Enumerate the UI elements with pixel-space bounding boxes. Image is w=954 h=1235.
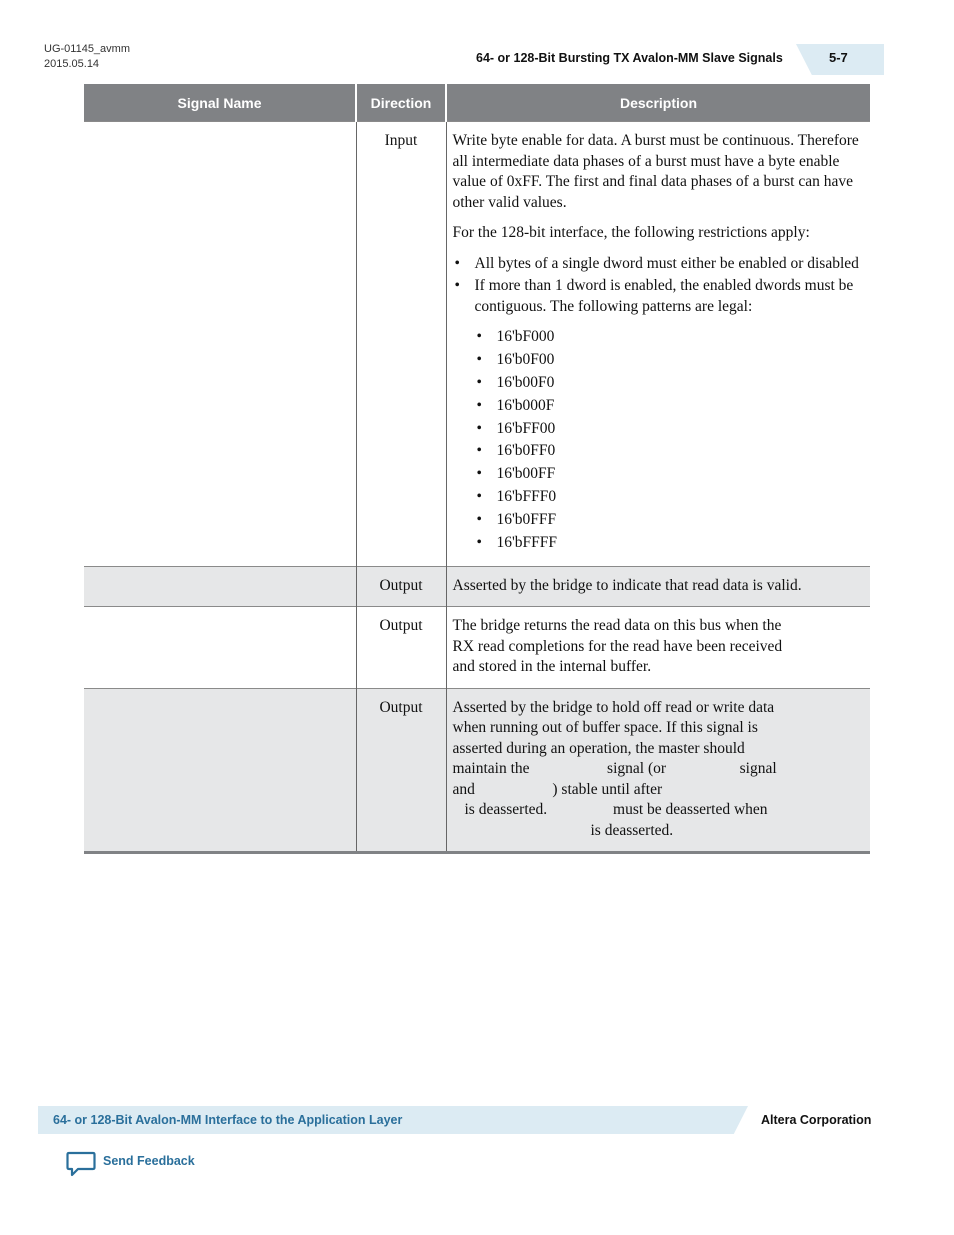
table-row [84, 122, 870, 567]
pattern-item: • 16'bFF00 [497, 419, 865, 440]
description-line: is deasserted. must be deasserted when [464, 801, 768, 819]
list-item: • All bytes of a single dword must either be enabled or disabled [475, 254, 865, 275]
speech-bubble-icon[interactable] [66, 1151, 96, 1177]
table-header-row [84, 84, 870, 122]
direction-cell: Output [356, 688, 446, 853]
column-header-signal-name: Signal Name [84, 84, 356, 122]
section-title: 64- or 128-Bit Bursting TX Avalon-MM Slave Signals [476, 51, 783, 65]
description-cell [446, 122, 870, 567]
list-item-text: If more than 1 dword is enabled, the enabled dwords must be contiguous. The following patterns are legal: [474, 277, 854, 315]
signal-name-cell [84, 566, 356, 607]
footer-company: Altera Corporation [761, 1113, 872, 1127]
pattern-item: • 16'b0FF0 [497, 441, 865, 462]
pattern-item: • 16'b00FF [497, 464, 865, 485]
description-line: asserted during an operation, the master should [452, 739, 745, 757]
description-cell [446, 607, 870, 689]
description-line: when running out of buffer space. If this signal is [452, 719, 758, 737]
description-cell [446, 688, 870, 853]
description-line: maintain the signal (or signal [452, 760, 777, 778]
column-header-description: Description [446, 84, 870, 122]
description-paragraph: Write byte enable for data. A burst must be continuous. Therefore all intermediate data phases of a burst must have a byte enable value of 0xFF. The first and final data phases of a burst can have other valid values. [452, 132, 859, 211]
description-line: Asserted by the bridge to hold off read or write data [452, 698, 775, 716]
description-line: is deasserted. [590, 821, 674, 839]
send-feedback-link[interactable]: Send Feedback [103, 1154, 195, 1168]
description-cell [446, 566, 870, 607]
document-info [44, 42, 130, 72]
description-line: and ) stable until after [452, 780, 663, 798]
table-row [84, 566, 870, 607]
table-row [84, 607, 870, 689]
restriction-list [453, 254, 865, 554]
direction-cell: Output [356, 607, 446, 689]
signal-name-cell [84, 607, 356, 689]
description-line: The bridge returns the read data on this bus when the [452, 617, 782, 635]
pattern-item: • 16'bFFF0 [497, 487, 865, 508]
document-id: UG-01145_avmm [44, 43, 130, 55]
list-item [475, 276, 865, 554]
table-row [84, 688, 870, 853]
direction-cell: Input [356, 122, 446, 567]
signal-name-cell [84, 688, 356, 853]
pattern-item: • 16'b000F [497, 396, 865, 417]
page-number: 5-7 [829, 50, 848, 65]
pattern-item: • 16'b0F00 [497, 350, 865, 371]
pattern-item: • 16'bF000 [497, 327, 865, 348]
description-line: RX read completions for the read have been received [452, 637, 783, 655]
legal-pattern-list [475, 327, 865, 554]
signal-name-cell [84, 122, 356, 567]
description-line: and stored in the internal buffer. [452, 658, 652, 676]
direction-cell: Output [356, 566, 446, 607]
pattern-item: • 16'b00F0 [497, 373, 865, 394]
footer-chapter-link[interactable]: 64- or 128-Bit Avalon-MM Interface to the Application Layer [53, 1113, 403, 1127]
document-date: 2015.05.14 [44, 58, 100, 70]
description-line: Asserted by the bridge to indicate that read data is valid. [452, 576, 802, 594]
column-header-direction: Direction [356, 84, 446, 122]
signal-table [84, 84, 870, 854]
pattern-item: • 16'b0FFF [497, 510, 865, 531]
pattern-item: • 16'bFFFF [497, 533, 865, 554]
description-paragraph: For the 128-bit interface, the following restrictions apply: [452, 224, 810, 241]
